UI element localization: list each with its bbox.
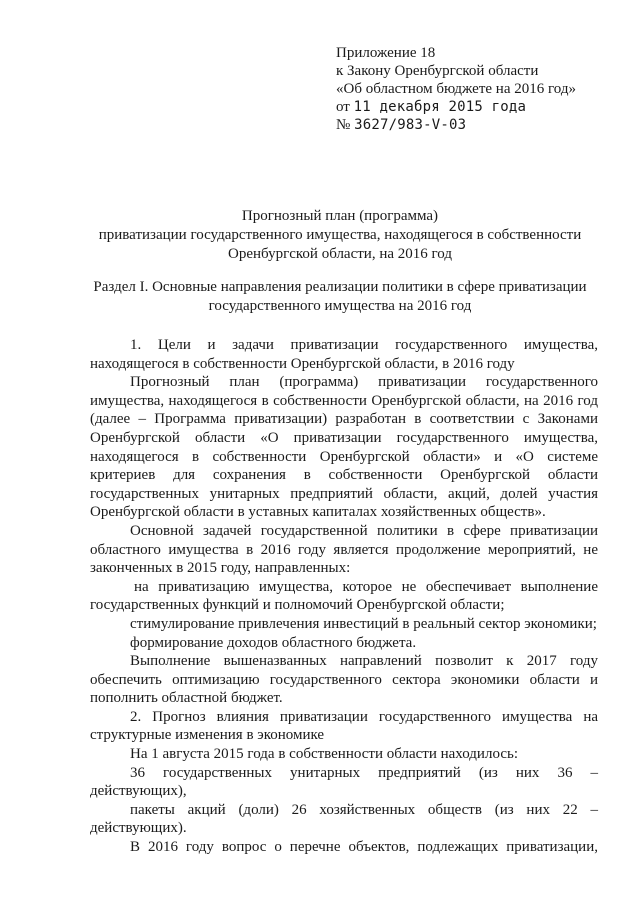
paragraph-forecast-heading: 2. Прогноз влияния приватизации государственного имущества на структурные изменения в экономике xyxy=(90,708,598,744)
appendix-law-ref: к Закону Оренбургской области xyxy=(336,63,539,79)
date-prefix: от xyxy=(336,99,350,115)
paragraph-direction-2: стимулирование привлечения инвестиций в реальный сектор экономики; xyxy=(130,615,597,632)
paragraph-direction-1: на приватизацию имущества, которое не обеспечивает выполнение государственных функций и полномочий Оренбургской области; xyxy=(90,578,598,614)
paragraph-2016-question: В 2016 году вопрос о перечне объектов, подлежащих приватизации, xyxy=(130,839,598,856)
appendix-number-line xyxy=(336,116,576,134)
law-number: 3627/983-V-03 xyxy=(354,117,467,133)
appendix-law-title: «Об областном бюджете на 2016 год» xyxy=(336,81,576,97)
paragraph-shares-count: пакеты акций (доли) 26 хозяйственных обществ (из них 22 – действующих). xyxy=(90,801,598,837)
section-line-2: государственного имущества на 2016 год xyxy=(208,298,472,314)
appendix-date-line xyxy=(336,98,576,116)
appendix-number: Приложение 18 xyxy=(336,45,436,61)
section-heading xyxy=(40,278,640,316)
appendix-header xyxy=(336,44,576,134)
paragraph-goals-heading: 1. Цели и задачи приватизации государственного имущества, находящегося в собственности Оренбургской области, в 2016 году xyxy=(90,337,598,372)
number-prefix: № xyxy=(336,117,351,133)
paragraph-outcome: Выполнение вышеназванных направлений позволит к 2017 году обеспечить оптимизацию государственного сектора экономики области и пополнить областной бюджет. xyxy=(90,653,598,707)
paragraph-direction-3: формирование доходов областного бюджета. xyxy=(130,634,417,651)
section-line-1: Раздел I. Основные направления реализации политики в сфере приватизации xyxy=(93,279,587,295)
title-line-2: приватизации государственного имущества, находящегося в собственности xyxy=(98,227,582,243)
paragraph-main-task: Основной задачей государственной политики в сфере приватизации областного имущества в 2016 году является продолжение мероприятий, не законченных в 2015 году, направленных: xyxy=(90,522,598,577)
document-title xyxy=(40,207,640,264)
paragraph-plan-description: Прогнозный план (программа) приватизации государственного имущества, находящегося в собственности Оренбургской области, на 2016 год (далее – Программа приватизации) разработан в соответствии с Законами Оренбургской области «О приватизации государственного имущества, находящегося в собственности Оренбургской области» и «О системе критериев для сохранения в собственности Оренбургской области государственных унитарных предприятий области, акций, долей участия Оренбургской области в уставных капиталах хозяйственных обществ». xyxy=(90,374,598,521)
title-line-1: Прогнозный план (программа) xyxy=(241,208,439,224)
law-date: 11 декабря 2015 года xyxy=(353,99,527,115)
paragraph-ownership-intro: На 1 августа 2015 года в собственности области находилось: xyxy=(130,746,518,763)
document-body xyxy=(90,336,598,857)
title-line-3: Оренбургской области, на 2016 год xyxy=(228,246,452,262)
paragraph-enterprises-count: 36 государственных унитарных предприятий (из них 36 – действующих), xyxy=(90,764,598,800)
